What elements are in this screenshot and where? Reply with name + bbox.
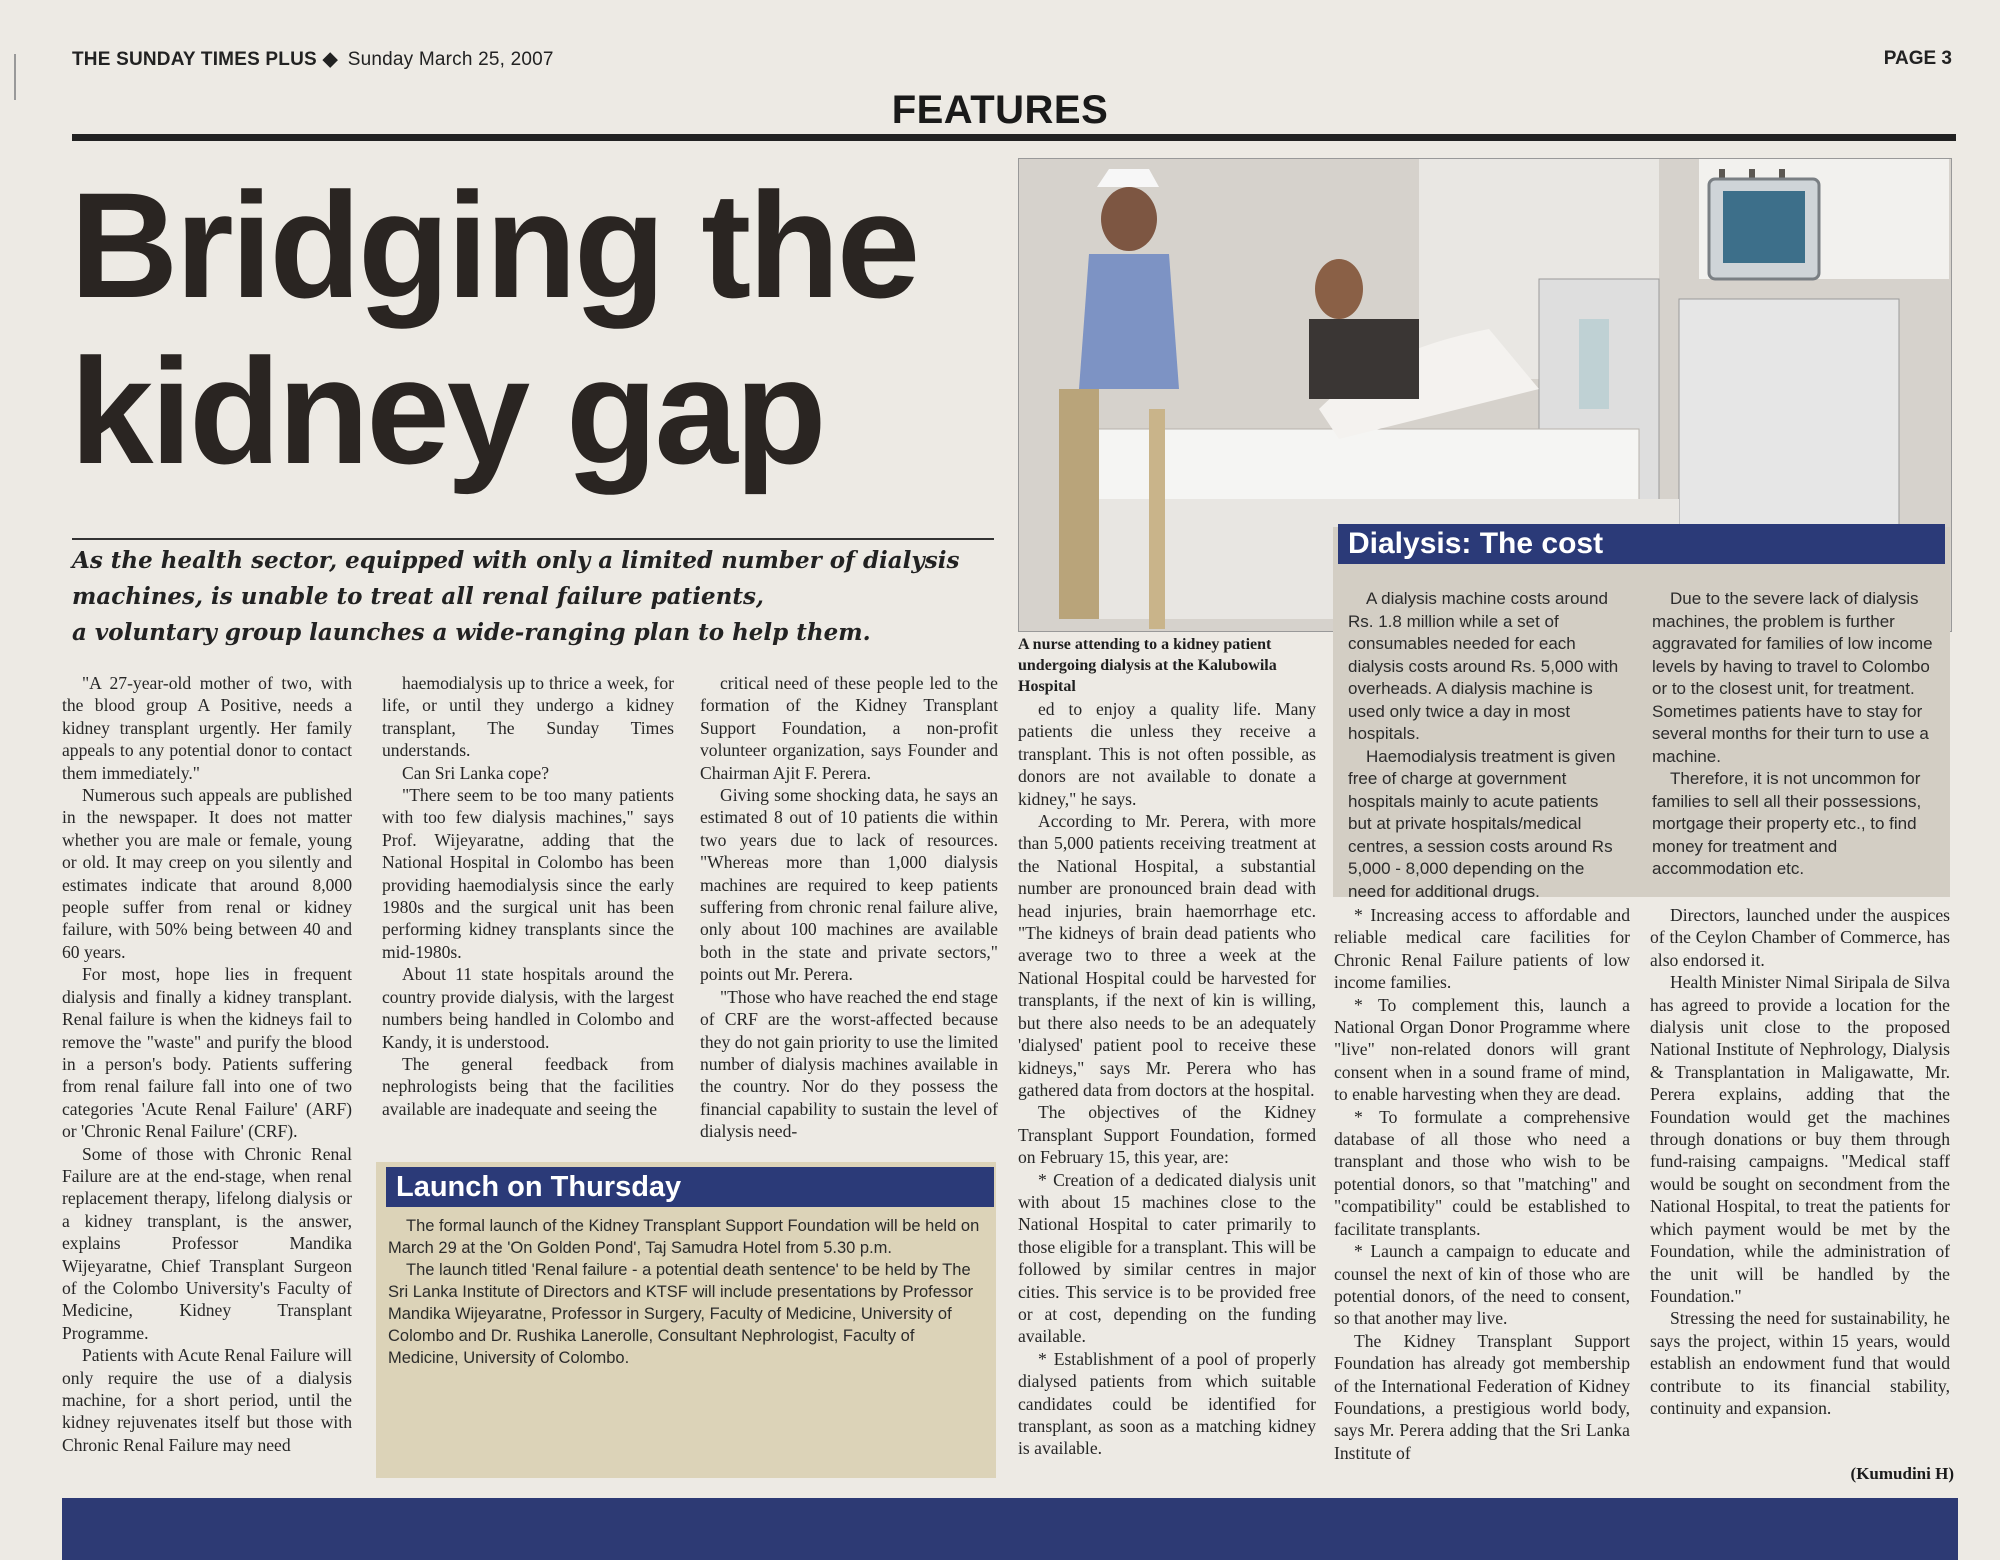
launch-paragraph: The launch titled 'Renal failure - a potential death sentence' to be held by The Sri Lanka Institute of Directors and KTSF will include presentations by Professor Mandika Wijeyaratne, Professor in Surgery, Faculty of Medicine, University of Colombo and Dr. Rushika Lanerolle, Consultant Nephrologist, Faculty of Medicine, University of Colombo.: [388, 1261, 974, 1367]
headline-line-1: Bridging the: [70, 161, 918, 329]
article-paragraph: * To formulate a comprehensive database of all those who need a transplant and those who wish to be potential donors, so that "matching" and "compatibility" could be established to facilitate transplants.: [1334, 1106, 1630, 1239]
deck-line-1: As the health sector, equipped with only a limited number of dialysis: [72, 547, 960, 574]
article-paragraph: According to Mr. Perera, with more than 5,000 patients receiving treatment at the National Hospital, a substantial number are pronounced brain dead with head injuries, brain haemorrhage etc. "The kidneys of brain dead patients who average two to three a week at the National Hospital could be harvested for transplants, if the next of kin is willing, but there also needs to be an adequately 'dialysed' patient pool to receive these kidneys," says Mr. Perera who has gathered data from doctors at the hospital.: [1018, 811, 1316, 1100]
article-paragraph: About 11 state hospitals around the country provide dialysis, with the largest numbers being handled in Colombo and Kandy, it is understood.: [382, 964, 674, 1052]
article-paragraph: Numerous such appeals are published in the newspaper. It does not matter whether you are male or female, young or old. It may creep on you silently and estimates indicate that around 8,000 people suffer from renal or kidney failure, with 50% being between 40 and 60 years.: [62, 785, 352, 962]
section-rule: [72, 134, 1956, 141]
article-paragraph: Health Minister Nimal Siripala de Silva has agreed to provide a location for the dialysis unit close to the proposed National Institute of Nephrology, Dialysis & Transplantation in Maligawatte, Mr. Perera explains, adding that the Foundation would get the machines through donations or buy them through fund-raising campaigns. "Medical staff would be sought on secondment from the National Hospital, to treat the patients for which payment would be met by the Foundation, while the administration of the unit will be handled by the Foundation.": [1650, 972, 1950, 1306]
article-paragraph: Some of those with Chronic Renal Failure are at the end-stage, when renal replacement therapy, lifelong dialysis or a kidney transplant, is the answer, explains Professor Mandika Wijeyaratne, Chief Transplant Surgeon of the Colombo University's Faculty of Medicine, Kidney Transplant Programme.: [62, 1143, 352, 1343]
article-paragraph: "A 27-year-old mother of two, with the blood group A Positive, needs a kidney transplant urgently. Her family appeals to any potential donor to contact them immediately.": [62, 673, 352, 783]
cost-box-column-2: [1652, 588, 1938, 881]
article-paragraph: "Those who have reached the end stage of CRF are the worst-affected because they do not gain priority to use the limited number of dialysis machines available in the country. Nor do they possess the financial capability to sustain the level of dialysis need-: [700, 986, 998, 1142]
article-column-2: [382, 672, 674, 1120]
masthead: [72, 48, 554, 71]
article-paragraph: For most, hope lies in frequent dialysis and finally a kidney transplant. Renal failure is when the kidneys fail to remove the "waste" and purify the blood in a person's body. Patients suffering from renal failure fall into one of two categories 'Acute Renal Failure' (ARF) or 'Chronic Renal Failure' (CRF).: [62, 964, 352, 1142]
publication-name: THE SUNDAY TIMES PLUS: [72, 49, 317, 70]
article-paragraph: "There seem to be too many patients with too few dialysis machines," says Prof. Wijeyaratne, adding that the National Hospital in Colombo has been providing haemodialysis since the early 1980s and the surgical unit has been performing kidney transplants since the mid-1980s.: [382, 785, 674, 962]
article-paragraph: Giving some shocking data, he says an estimated 8 out of 10 patients die within two years due to lack of resources. "Whereas more than 1,000 dialysis machines are required to keep patients suffering from chronic renal failure alive, only about 100 machines are available both in the state and private sectors," points out Mr. Perera.: [700, 785, 998, 985]
launch-paragraph: The formal launch of the Kidney Transplant Support Foundation will be held on March 29 at the 'On Golden Pond', Taj Samudra Hotel from 5.30 p.m.: [388, 1217, 980, 1257]
headline-line-2: kidney gap: [70, 327, 824, 495]
cost-paragraph: Due to the severe lack of dialysis machines, the problem is further aggravated for families of low income levels by having to travel to Colombo or to the closest unit, for treatment. Sometimes patients have to stay for several months for their turn to use a machine.: [1652, 589, 1933, 766]
article-paragraph: critical need of these people led to the formation of the Kidney Transplant Support Foundation, a non-profit volunteer organization, says Founder and Chairman Ajit F. Perera.: [700, 673, 998, 783]
photo-caption: A nurse attending to a kidney patient undergoing dialysis at the Kalubowila Hospital: [1018, 636, 1277, 695]
deck: [72, 543, 1032, 651]
article-paragraph: * Establishment of a pool of properly dialysed patients from which suitable candidates could be identified for transplant, as soon as a matching kidney is available.: [1018, 1348, 1316, 1459]
article-column-5: [1334, 904, 1630, 1464]
article-paragraph: * To complement this, launch a National Organ Donor Programme where "live" non-related donors will grant consent when in a sound frame of mind, to enable harvesting when they are dead.: [1334, 994, 1630, 1105]
article-paragraph: * Launch a campaign to educate and counsel the next of kin of those who are potential donors, of the need to consent, so that another may live.: [1334, 1241, 1630, 1329]
article-paragraph: Patients with Acute Renal Failure will only require the use of a dialysis machine, for a short period, until the kidney rejuvenates itself but those with Chronic Renal Failure may need: [62, 1345, 352, 1455]
cost-paragraph: Therefore, it is not uncommon for families to sell all their possessions, mortgage their property etc., to find money for treatment and accommodation etc.: [1652, 769, 1922, 878]
article-column-3: [700, 672, 998, 1143]
footer-bar: [62, 1498, 1958, 1560]
article-column-4: [1018, 698, 1316, 1460]
article-paragraph: Stressing the need for sustainability, he says the project, within 15 years, would establish an endowment fund that would contribute to its financial stability, continuity and expansion.: [1650, 1308, 1950, 1418]
article-paragraph: haemodialysis up to thrice a week, for life, or until they undergo a kidney transplant, The Sunday Times understands.: [382, 673, 674, 761]
deck-line-3: a voluntary group launches a wide-ranging plan to help them.: [72, 619, 871, 646]
headline: [70, 162, 1020, 494]
issue-date: Sunday March 25, 2007: [347, 49, 554, 70]
subheading: Can Sri Lanka cope?: [402, 762, 550, 783]
article-paragraph: The Kidney Transplant Support Foundation has already got membership of the International Federation of Kidney Foundations, a prestigious world body, says Mr. Perera adding that the Sri Lanka Institute of: [1334, 1330, 1630, 1463]
cost-paragraph: A dialysis machine costs around Rs. 1.8 million while a set of consumables needed for each dialysis costs around Rs. 5,000 with overheads. A dialysis machine is used only twice a day in most hospitals.: [1348, 589, 1619, 743]
article-column-1: [62, 672, 352, 1456]
cost-box-column-1: [1348, 588, 1626, 903]
deck-rule: [72, 538, 994, 540]
cost-paragraph: Haemodialysis treatment is given free of charge at government hospitals mainly to acute patients but at private hospitals/medical centres, a session costs around Rs 5,000 - 8,000 depending on the need for additional drugs.: [1348, 746, 1616, 901]
launch-box-body: [388, 1215, 988, 1369]
article-paragraph: * Creation of a dedicated dialysis unit with about 15 machines close to the National Hospital to cater primarily to those eligible for a transplant. This will be followed by similar centres in major cities. This service is to be provided free or at cost, depending on the funding available.: [1018, 1169, 1316, 1347]
section-label: FEATURES: [891, 88, 1109, 132]
diamond-icon: ◆: [322, 49, 338, 70]
deck-line-2: machines, is unable to treat all renal failure patients,: [72, 583, 764, 610]
launch-box-title: Launch on Thursday: [386, 1167, 994, 1207]
article-paragraph: The general feedback from nephrologists being that the facilities available are inadequate and seeing the: [382, 1053, 674, 1119]
article-column-6: [1650, 904, 1950, 1419]
article-paragraph: Directors, launched under the auspices of the Ceylon Chamber of Commerce, has also endorsed it.: [1650, 905, 1950, 970]
byline: (Kumudini H): [1850, 1464, 1954, 1483]
page-number: PAGE 3: [1883, 48, 1952, 69]
article-paragraph: ed to enjoy a quality life. Many patients die unless they receive a transplant. This is not often possible, as donors are not available to donate a kidney," he says.: [1018, 699, 1316, 809]
article-paragraph: * Increasing access to affordable and reliable medical care facilities for Chronic Renal Failure patients of low income families.: [1334, 905, 1630, 993]
sidebar-box-title: Dialysis: The cost: [1338, 524, 1945, 564]
article-paragraph: The objectives of the Kidney Transplant Support Foundation, formed on February 15, this year, are:: [1018, 1102, 1316, 1168]
